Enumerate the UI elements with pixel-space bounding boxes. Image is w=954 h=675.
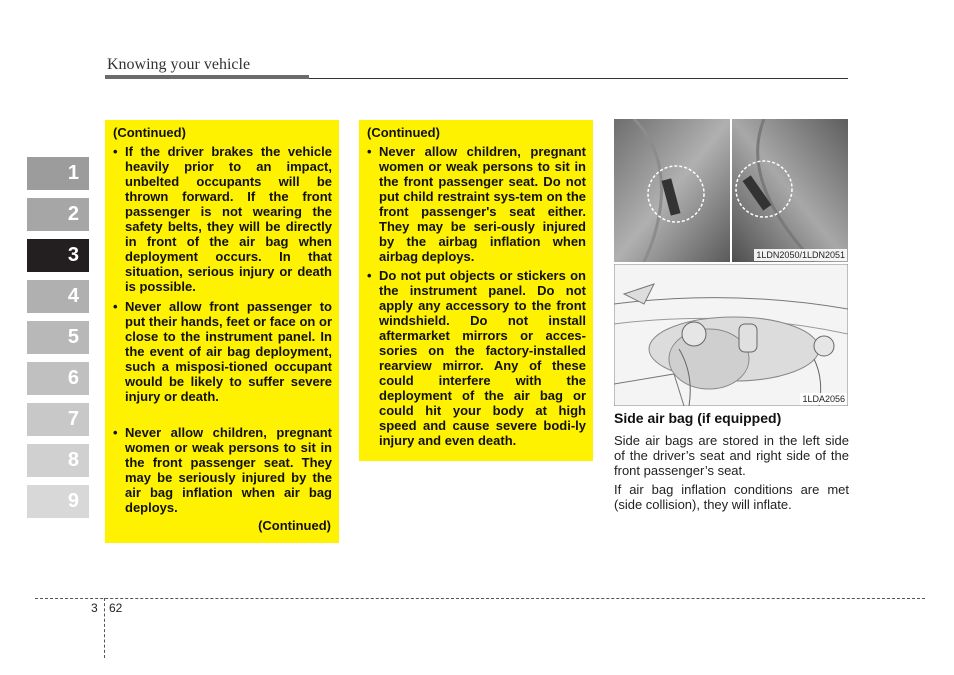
body-paragraph: Side air bags are stored in the left side of the driver’s seat and right side of the front passenger’s seat.	[614, 433, 849, 478]
section-heading: Side air bag (if equipped)	[614, 410, 782, 426]
page-number: 62	[109, 601, 123, 615]
continued-label-bottom: (Continued)	[258, 518, 331, 533]
car-interior-drawing	[614, 264, 848, 406]
header-rule-accent	[105, 75, 309, 79]
chapter-tab-4[interactable]: 4	[27, 280, 89, 313]
image-code: 1LDN2050/1LDN2051	[756, 250, 845, 260]
footer-rule	[35, 598, 925, 599]
warning-bullet: • Never allow children, pregnant women or weak persons to sit in the front passenger seat. Do not put child restraint sys-tem on the front passenger's seat either. They may be seri-ously injured by the airbag inflation when airbag deploys.	[367, 144, 586, 264]
continued-label-top: (Continued)	[367, 125, 440, 140]
chapter-tab-8[interactable]: 8	[27, 444, 89, 477]
footer-divider	[104, 598, 105, 658]
chapter-tab-9[interactable]: 9	[27, 485, 89, 518]
warning-bullet: • If the driver brakes the vehicle heavily prior to an impact, unbelted occupants will be thrown forward. If the front passenger is not wearing the safety belts, they will be directly in front of the air bag when deployment occurs. In that situation, serious injury or death is possible.	[113, 144, 332, 294]
header-rule	[309, 78, 848, 79]
chapter-tab-2[interactable]: 2	[27, 198, 89, 231]
chapter-tab-6[interactable]: 6	[27, 362, 89, 395]
chapter-tab-3[interactable]: 3	[27, 239, 89, 272]
body-paragraph: If air bag inflation conditions are met (side collision), they will inflate.	[614, 482, 849, 512]
chapter-tab-5[interactable]: 5	[27, 321, 89, 354]
warning-bullet: • Never allow front passenger to put their hands, feet or face on or close to the instrument panel. In the event of air bag deployment, such a misposi-tioned occupant would be likely to suffer severe injury or death.	[113, 299, 332, 404]
side-airbag-illustration	[614, 264, 848, 406]
continued-label-top: (Continued)	[113, 125, 186, 140]
page-section-title: Knowing your vehicle	[107, 56, 251, 73]
chapter-tab-7[interactable]: 7	[27, 403, 89, 436]
image-code: 1LDA2056	[802, 394, 845, 404]
chapter-tab-1[interactable]: 1	[27, 157, 89, 190]
warning-bullet: • Do not put objects or stickers on the instrument panel. Do not apply any accessory to the front windshield. Do not install aftermarket mirrors or acces-sories on the factory-installed rearview mirror. Any of these could interfere with the deployment of the air bag or could hit your body at high speed and cause severe bodi-ly injury and even death.	[367, 268, 586, 448]
warning-box-middle	[359, 120, 593, 461]
warning-box-left	[105, 120, 339, 543]
seat-airbag-photo	[614, 119, 848, 262]
seat-airbag-illustration	[614, 119, 848, 262]
page-chapter-number: 3	[91, 601, 98, 615]
warning-bullet: • Never allow children, pregnant women or weak persons to sit in the front passenger seat. They may be seriously injured by the air bag inflation when air bag deploys.	[113, 425, 332, 515]
